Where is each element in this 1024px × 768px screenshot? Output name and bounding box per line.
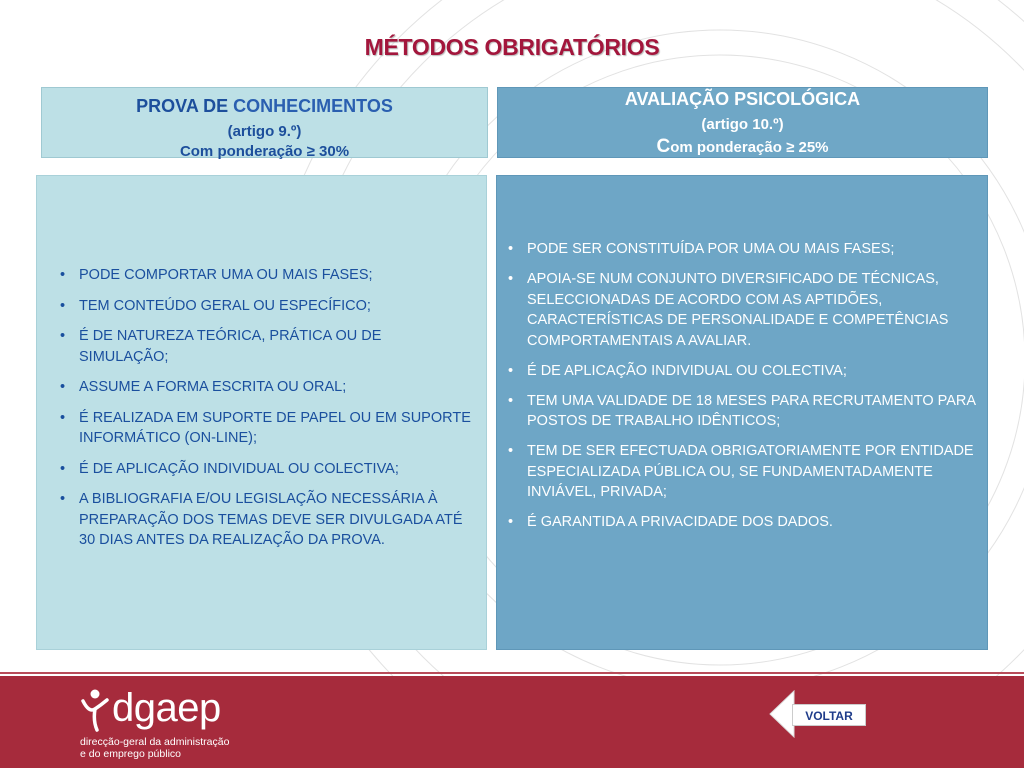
list-item: • PODE SER CONSTITUÍDA POR UMA OU MAIS FASES; bbox=[527, 239, 977, 260]
person-figure-icon bbox=[80, 688, 110, 732]
header-avaliacao-psicologica bbox=[497, 87, 988, 158]
list-item: • É DE NATUREZA TEÓRICA, PRÁTICA OU DE SIMULAÇÃO; bbox=[79, 326, 474, 367]
header-left-article: (artigo 9.º) bbox=[227, 123, 302, 140]
list-item: • ASSUME A FORMA ESCRITA OU ORAL; bbox=[79, 377, 474, 398]
header-left-title bbox=[42, 96, 487, 117]
header-right-weight-rest: om ponderação ≥ 25% bbox=[670, 139, 829, 156]
panel-avaliacao-psicologica bbox=[496, 175, 988, 650]
logo-subtitle-line1: direcção-geral da administração bbox=[80, 736, 230, 748]
list-item: • TEM CONTEÚDO GERAL OU ESPECÍFICO; bbox=[79, 296, 474, 317]
list-item: • A BIBLIOGRAFIA E/OU LEGISLAÇÃO NECESSÁRIA À PREPARAÇÃO DOS TEMAS DEVE SER DIVULGADA ATÉ 30 DIAS ANTES DA REALIZAÇÃO DA PROVA. bbox=[79, 489, 474, 551]
logo-wordmark: dgaep bbox=[112, 686, 221, 730]
header-right-weight bbox=[498, 136, 987, 158]
header-left-title-b: CONHECIMENTOS bbox=[233, 96, 393, 116]
list-item: • APOIA-SE NUM CONJUNTO DIVERSIFICADO DE TÉCNICAS, SELECCIONADAS DE ACORDO COM AS APTIDÕES, CARACTERÍSTICAS DE PERSONALIDADE E COMPETÊNCIAS COMPORTAMENTAIS A AVALIAR. bbox=[527, 269, 977, 351]
header-right-article: (artigo 10.º) bbox=[701, 116, 784, 133]
list-item: • É DE APLICAÇÃO INDIVIDUAL OU COLECTIVA; bbox=[79, 459, 474, 480]
header-right-weight-cap: C bbox=[656, 136, 671, 157]
left-bullet-list bbox=[79, 265, 474, 561]
page-title: MÉTODOS OBRIGATÓRIOS bbox=[364, 34, 660, 60]
panel-prova-conhecimentos bbox=[36, 175, 487, 650]
list-item: • É REALIZADA EM SUPORTE DE PAPEL OU EM SUPORTE INFORMÁTICO (ON-LINE); bbox=[79, 408, 474, 449]
header-left-title-a: PROVA DE bbox=[136, 96, 229, 116]
logo-subtitle-line2: e do emprego público bbox=[80, 748, 181, 760]
header-right-title: AVALIAÇÃO PSICOLÓGICA bbox=[624, 89, 861, 109]
footer-divider bbox=[0, 672, 1024, 674]
voltar-button[interactable]: VOLTAR bbox=[792, 704, 866, 726]
back-control[interactable] bbox=[768, 690, 870, 738]
list-item: • É GARANTIDA A PRIVACIDADE DOS DADOS. bbox=[527, 512, 977, 533]
list-item: • TEM UMA VALIDADE DE 18 MESES PARA RECRUTAMENTO PARA POSTOS DE TRABALHO IDÊNTICOS; bbox=[527, 391, 977, 432]
right-bullet-list bbox=[527, 239, 977, 542]
list-item: • PODE COMPORTAR UMA OU MAIS FASES; bbox=[79, 265, 474, 286]
list-item: • É DE APLICAÇÃO INDIVIDUAL OU COLECTIVA; bbox=[527, 361, 977, 382]
header-prova-conhecimentos bbox=[41, 87, 488, 158]
list-item: • TEM DE SER EFECTUADA OBRIGATORIAMENTE POR ENTIDADE ESPECIALIZADA PÚBLICA OU, SE FUNDAMENTADAMENTE INVIÁVEL, PRIVADA; bbox=[527, 441, 977, 503]
header-left-weight: Com ponderação ≥ 30% bbox=[179, 143, 350, 160]
